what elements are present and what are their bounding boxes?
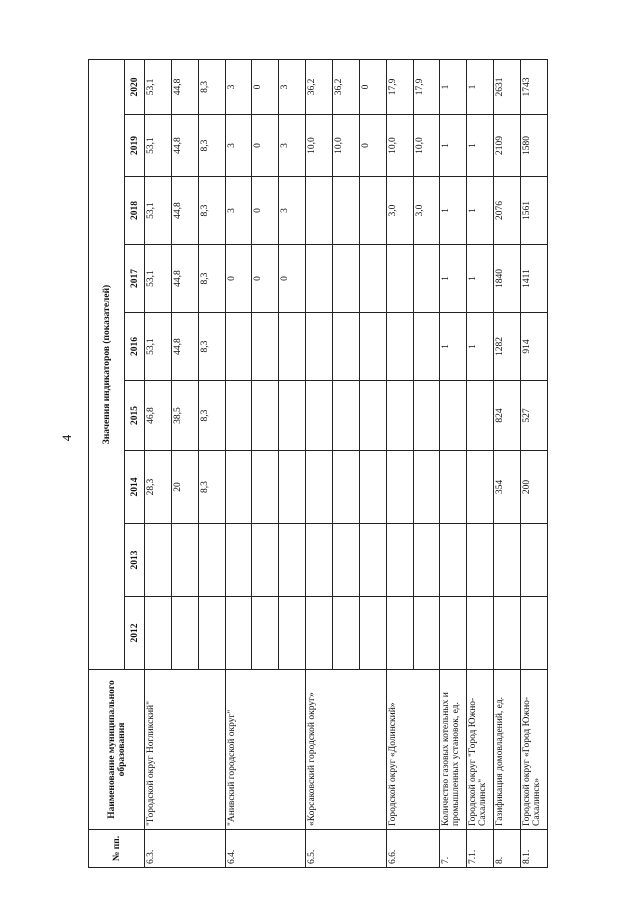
value-cell-2018: 1 [467, 177, 494, 245]
row-name: "Анивский городской округ" [225, 670, 306, 830]
value-cell-2018 [359, 177, 386, 245]
value-cell-2017 [413, 245, 440, 313]
value-cell-2018: 1561 [521, 177, 548, 245]
row-number: 6.5. [306, 830, 387, 868]
table-row [494, 59, 521, 867]
value-cell-2012 [333, 597, 360, 670]
value-cell-2015 [413, 381, 440, 451]
row-name: Городской округ «Город Южно-Сахалинск» [521, 670, 548, 830]
page-number: 4 [59, 434, 74, 442]
value-cell-2015: 824 [494, 381, 521, 451]
value-cell-2020: 17,9 [413, 59, 440, 114]
value-cell-2013 [413, 524, 440, 597]
value-cell-2017: 8,3 [198, 245, 225, 313]
value-cell-2013 [171, 524, 198, 597]
table-row [386, 59, 413, 867]
value-cell-2019: 0 [252, 115, 279, 177]
value-cell-2012 [386, 597, 413, 670]
header-name: Наименование муниципального образования [89, 670, 145, 830]
value-cell-2016 [333, 313, 360, 381]
value-cell-2016: 44,8 [171, 313, 198, 381]
value-cell-2018: 53,1 [145, 177, 172, 245]
value-cell-2019: 53,1 [145, 115, 172, 177]
value-cell-2014 [279, 451, 306, 524]
value-cell-2013 [306, 524, 333, 597]
value-cell-2019: 1 [467, 115, 494, 177]
value-cell-2015 [306, 381, 333, 451]
header-no: № пп. [89, 830, 145, 868]
value-cell-2020: 1 [467, 59, 494, 114]
value-cell-2014 [413, 451, 440, 524]
value-cell-2012 [306, 597, 333, 670]
value-cell-2015 [467, 381, 494, 451]
value-cell-2017: 44,8 [171, 245, 198, 313]
value-cell-2013 [440, 524, 467, 597]
value-cell-2016 [413, 313, 440, 381]
header-year-2018: 2018 [125, 177, 145, 245]
header-values-title: Значения индикаторов (показателей) [89, 59, 125, 669]
value-cell-2018: 3 [279, 177, 306, 245]
table-row [467, 59, 494, 867]
value-cell-2019: 8,3 [198, 115, 225, 177]
value-cell-2013 [333, 524, 360, 597]
value-cell-2019: 44,8 [171, 115, 198, 177]
value-cell-2016: 914 [521, 313, 548, 381]
value-cell-2016: 8,3 [198, 313, 225, 381]
value-cell-2016 [279, 313, 306, 381]
value-cell-2019: 0 [359, 115, 386, 177]
value-cell-2013 [521, 524, 548, 597]
value-cell-2019: 10,0 [386, 115, 413, 177]
value-cell-2015 [440, 381, 467, 451]
value-cell-2017: 1 [467, 245, 494, 313]
value-cell-2020: 0 [359, 59, 386, 114]
value-cell-2014: 354 [494, 451, 521, 524]
value-cell-2016: 1 [440, 313, 467, 381]
value-cell-2012 [494, 597, 521, 670]
value-cell-2012 [225, 597, 252, 670]
header-year-2012: 2012 [125, 597, 145, 670]
value-cell-2014 [440, 451, 467, 524]
value-cell-2014: 200 [521, 451, 548, 524]
value-cell-2017: 0 [252, 245, 279, 313]
row-name: Городской округ "Город Южно-Сахалинск" [467, 670, 494, 830]
value-cell-2015: 46,8 [145, 381, 172, 451]
value-cell-2018 [306, 177, 333, 245]
value-cell-2016: 53,1 [145, 313, 172, 381]
value-cell-2014 [467, 451, 494, 524]
row-number: 7.1. [467, 830, 494, 868]
value-cell-2020: 2631 [494, 59, 521, 114]
value-cell-2017 [359, 245, 386, 313]
value-cell-2018: 3,0 [413, 177, 440, 245]
value-cell-2019: 3 [225, 115, 252, 177]
value-cell-2020: 8,3 [198, 59, 225, 114]
value-cell-2020: 3 [279, 59, 306, 114]
value-cell-2016 [386, 313, 413, 381]
value-cell-2018: 1 [440, 177, 467, 245]
value-cell-2015: 8,3 [198, 381, 225, 451]
header-year-2015: 2015 [125, 381, 145, 451]
value-cell-2014 [252, 451, 279, 524]
value-cell-2015: 38,5 [171, 381, 198, 451]
value-cell-2014 [225, 451, 252, 524]
header-year-2016: 2016 [125, 313, 145, 381]
value-cell-2017: 1 [440, 245, 467, 313]
table-row [306, 59, 333, 867]
row-number: 7. [440, 830, 467, 868]
value-cell-2016 [306, 313, 333, 381]
value-cell-2017: 1411 [521, 245, 548, 313]
value-cell-2019: 1 [440, 115, 467, 177]
row-name: Городской округ «Долинский» [386, 670, 440, 830]
value-cell-2015 [279, 381, 306, 451]
value-cell-2013 [225, 524, 252, 597]
row-name: «Корсаковский городской округ» [306, 670, 387, 830]
value-cell-2018: 2076 [494, 177, 521, 245]
value-cell-2019: 1580 [521, 115, 548, 177]
value-cell-2016 [225, 313, 252, 381]
row-name: Газификация домовладений, ед. [494, 670, 521, 830]
value-cell-2013 [386, 524, 413, 597]
header-year-2020: 2020 [125, 59, 145, 114]
value-cell-2013 [494, 524, 521, 597]
value-cell-2015 [252, 381, 279, 451]
value-cell-2016: 1282 [494, 313, 521, 381]
value-cell-2017 [386, 245, 413, 313]
value-cell-2019: 10,0 [306, 115, 333, 177]
value-cell-2017 [333, 245, 360, 313]
row-name: "Городской округ Ногликский" [145, 670, 226, 830]
value-cell-2012 [413, 597, 440, 670]
value-cell-2020: 36,2 [306, 59, 333, 114]
value-cell-2012 [198, 597, 225, 670]
value-cell-2019: 2109 [494, 115, 521, 177]
value-cell-2020: 1743 [521, 59, 548, 114]
value-cell-2020: 36,2 [333, 59, 360, 114]
header-year-2014: 2014 [125, 451, 145, 524]
value-cell-2016 [252, 313, 279, 381]
value-cell-2018: 8,3 [198, 177, 225, 245]
value-cell-2020: 44,8 [171, 59, 198, 114]
table-row [521, 59, 548, 867]
value-cell-2012 [440, 597, 467, 670]
value-cell-2015 [225, 381, 252, 451]
value-cell-2019: 10,0 [333, 115, 360, 177]
value-cell-2014 [306, 451, 333, 524]
value-cell-2012 [279, 597, 306, 670]
value-cell-2017: 53,1 [145, 245, 172, 313]
value-cell-2018 [333, 177, 360, 245]
value-cell-2018: 3,0 [386, 177, 413, 245]
value-cell-2013 [198, 524, 225, 597]
value-cell-2014 [386, 451, 413, 524]
value-cell-2016: 1 [467, 313, 494, 381]
value-cell-2020: 1 [440, 59, 467, 114]
row-number: 6.4. [225, 830, 306, 868]
row-name: Количество газовых котельных и промышленных установок, ед. [440, 670, 467, 830]
value-cell-2016 [359, 313, 386, 381]
value-cell-2015 [386, 381, 413, 451]
value-cell-2013 [359, 524, 386, 597]
header-year-2017: 2017 [125, 245, 145, 313]
value-cell-2017: 0 [279, 245, 306, 313]
indicator-table [88, 59, 548, 868]
value-cell-2014 [359, 451, 386, 524]
value-cell-2012 [521, 597, 548, 670]
table-row [225, 59, 252, 867]
value-cell-2014: 28,3 [145, 451, 172, 524]
indicator-table-wrapper [88, 60, 548, 868]
value-cell-2018: 44,8 [171, 177, 198, 245]
row-number: 8.1. [521, 830, 548, 868]
value-cell-2019: 3 [279, 115, 306, 177]
value-cell-2013 [145, 524, 172, 597]
value-cell-2015 [359, 381, 386, 451]
table-row [145, 59, 172, 867]
value-cell-2014 [333, 451, 360, 524]
value-cell-2017: 0 [225, 245, 252, 313]
row-number: 6.3. [145, 830, 226, 868]
value-cell-2020: 17,9 [386, 59, 413, 114]
value-cell-2012 [252, 597, 279, 670]
value-cell-2015: 527 [521, 381, 548, 451]
row-number: 6.6. [386, 830, 440, 868]
value-cell-2017: 1840 [494, 245, 521, 313]
value-cell-2020: 3 [225, 59, 252, 114]
header-year-2013: 2013 [125, 524, 145, 597]
value-cell-2013 [467, 524, 494, 597]
value-cell-2020: 0 [252, 59, 279, 114]
value-cell-2015 [333, 381, 360, 451]
value-cell-2018: 3 [225, 177, 252, 245]
value-cell-2013 [279, 524, 306, 597]
value-cell-2017 [306, 245, 333, 313]
value-cell-2012 [467, 597, 494, 670]
value-cell-2012 [359, 597, 386, 670]
header-year-2019: 2019 [125, 115, 145, 177]
row-number: 8. [494, 830, 521, 868]
value-cell-2014: 8,3 [198, 451, 225, 524]
table-row [440, 59, 467, 867]
value-cell-2014: 20 [171, 451, 198, 524]
value-cell-2018: 0 [252, 177, 279, 245]
value-cell-2020: 53,1 [145, 59, 172, 114]
value-cell-2013 [252, 524, 279, 597]
value-cell-2012 [171, 597, 198, 670]
value-cell-2012 [145, 597, 172, 670]
value-cell-2019: 10,0 [413, 115, 440, 177]
